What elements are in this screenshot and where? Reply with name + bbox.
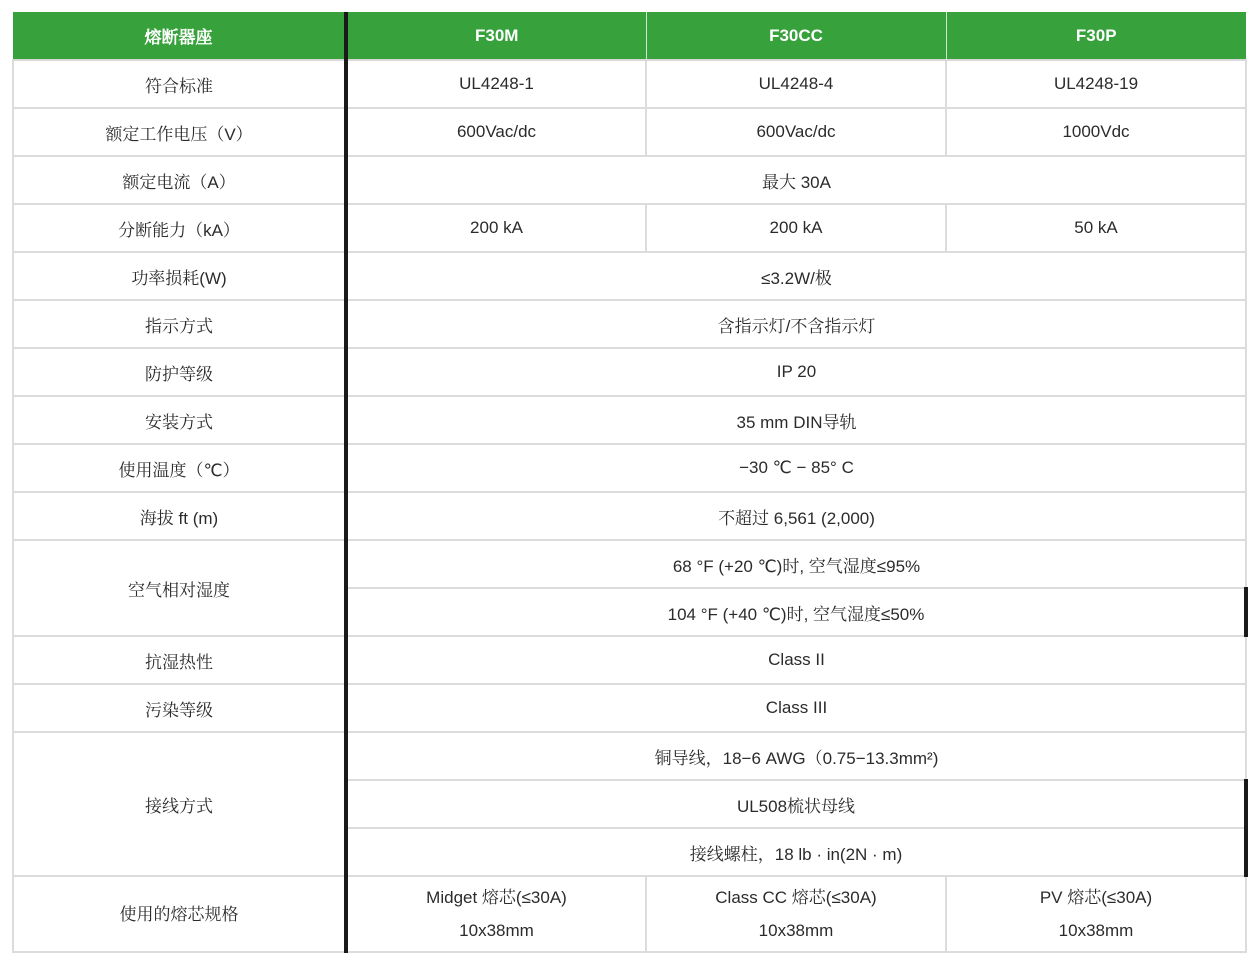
cell-standard-f30p: UL4248-19 [946, 60, 1246, 108]
label-breaking: 分断能力（kA） [13, 204, 346, 252]
row-altitude [13, 492, 1246, 540]
cell-breaking-f30m: 200 kA [346, 204, 646, 252]
fuse-type-f30cc: Class CC 熔芯(≤30A) [715, 888, 877, 907]
fuse-size-f30p: 10x38mm [1058, 921, 1134, 940]
cell-current: 最大 30A [346, 156, 1246, 204]
header-holder: 熔断器座 [13, 12, 346, 60]
header-f30p: F30P [946, 12, 1246, 60]
cell-damp-heat: Class II [346, 636, 1246, 684]
cell-power-loss: ≤3.2W/极 [346, 252, 1246, 300]
row-wiring-1 [13, 732, 1246, 780]
label-altitude: 海拔 ft (m) [13, 492, 346, 540]
cell-wiring-2: UL508梳状母线 [346, 780, 1246, 828]
row-power-loss [13, 252, 1246, 300]
cell-wiring-3: 接线螺柱，18 lb · in(2N · m) [346, 828, 1246, 876]
cell-fuse-f30cc [646, 876, 946, 952]
cell-temperature: −30 ℃ − 85° C [346, 444, 1246, 492]
label-voltage: 额定工作电压（V） [13, 108, 346, 156]
label-damp-heat: 抗湿热性 [13, 636, 346, 684]
label-current: 额定电流（A） [13, 156, 346, 204]
row-pollution [13, 684, 1246, 732]
fuse-type-f30p: PV 熔芯(≤30A) [1039, 888, 1153, 907]
cell-mounting: 35 mm DIN导轨 [346, 396, 1246, 444]
label-fuse: 使用的熔芯规格 [13, 876, 346, 952]
label-mounting: 安装方式 [13, 396, 346, 444]
label-pollution: 污染等级 [13, 684, 346, 732]
cell-fuse-f30p [946, 876, 1246, 952]
header-f30cc: F30CC [646, 12, 946, 60]
row-indication [13, 300, 1246, 348]
row-voltage [13, 108, 1246, 156]
cell-humidity-1: 68 °F (+20 ℃)时, 空气湿度≤95% [346, 540, 1246, 588]
cell-voltage-f30cc: 600Vac/dc [646, 108, 946, 156]
fuse-size-f30m: 10x38mm [459, 921, 534, 940]
label-temperature: 使用温度（℃） [13, 444, 346, 492]
row-current [13, 156, 1246, 204]
row-protection [13, 348, 1246, 396]
cell-breaking-f30cc: 200 kA [646, 204, 946, 252]
cell-altitude: 不超过 6,561 (2,000) [346, 492, 1246, 540]
header-f30m: F30M [346, 12, 646, 60]
cell-humidity-2: 104 °F (+40 ℃)时, 空气湿度≤50% [346, 588, 1246, 636]
row-fuse [13, 876, 1246, 952]
label-power-loss: 功率损耗(W) [13, 252, 346, 300]
cell-standard-f30cc: UL4248-4 [646, 60, 946, 108]
label-wiring: 接线方式 [13, 732, 346, 876]
row-standard [13, 60, 1246, 108]
row-mounting [13, 396, 1246, 444]
row-damp-heat [13, 636, 1246, 684]
cell-fuse-f30m [346, 876, 646, 952]
cell-pollution: Class III [346, 684, 1246, 732]
row-breaking [13, 204, 1246, 252]
row-temperature [13, 444, 1246, 492]
cell-indication: 含指示灯/不含指示灯 [346, 300, 1246, 348]
label-humidity: 空气相对湿度 [13, 540, 346, 636]
label-indication: 指示方式 [13, 300, 346, 348]
fuse-size-f30cc: 10x38mm [758, 921, 834, 940]
cell-protection: IP 20 [346, 348, 1246, 396]
cell-standard-f30m: UL4248-1 [346, 60, 646, 108]
label-protection: 防护等级 [13, 348, 346, 396]
fuse-type-f30m: Midget 熔芯(≤30A) [426, 888, 567, 907]
cell-voltage-f30p: 1000Vdc [946, 108, 1246, 156]
label-standard: 符合标准 [13, 60, 346, 108]
cell-voltage-f30m: 600Vac/dc [346, 108, 646, 156]
fuse-holder-spec-table [12, 12, 1248, 953]
header-row [13, 12, 1246, 60]
cell-breaking-f30p: 50 kA [946, 204, 1246, 252]
row-humidity-1 [13, 540, 1246, 588]
cell-wiring-1: 铜导线，18−6 AWG（0.75−13.3mm²) [346, 732, 1246, 780]
